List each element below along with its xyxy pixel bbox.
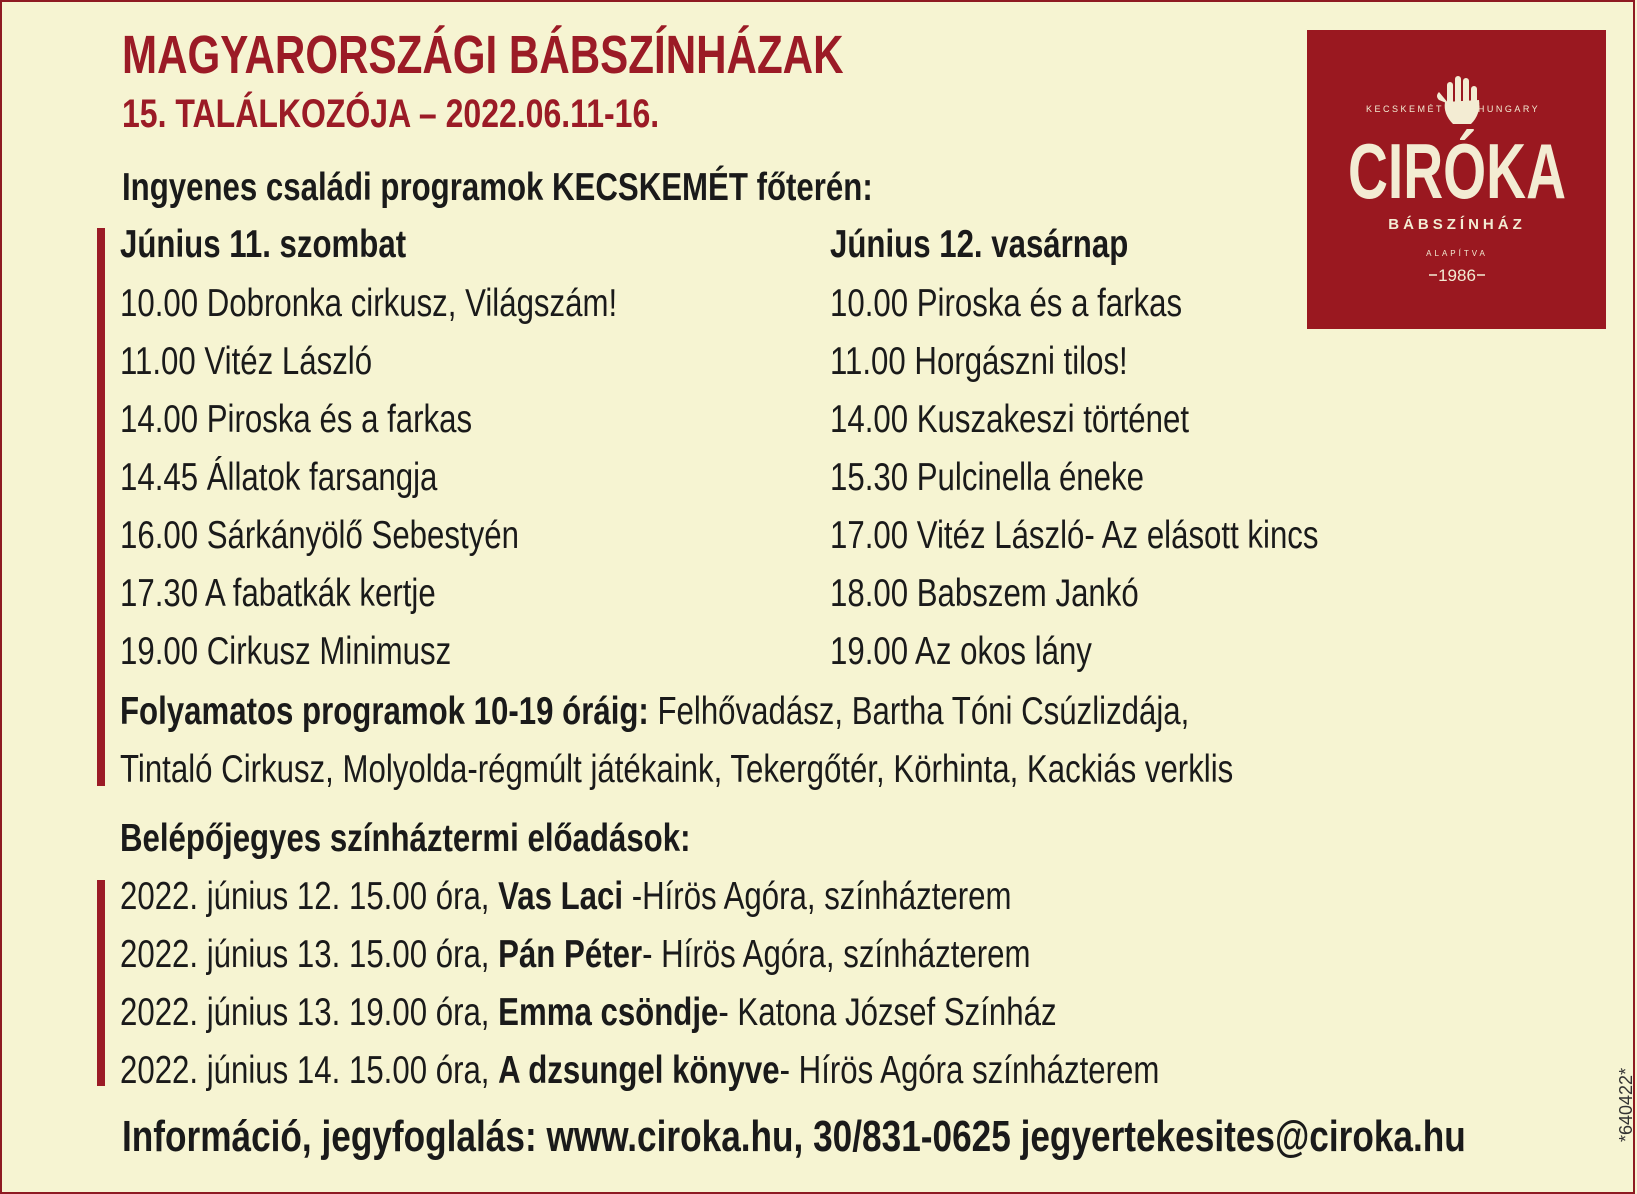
logo-top-left: KECSKEMÉT xyxy=(1365,104,1445,114)
day2-item: 17.00 Vitéz László- Az elásott kincs xyxy=(830,514,1319,557)
day1-heading: Június 11. szombat xyxy=(120,223,407,266)
ticketed-venue: - Katona József Színház xyxy=(718,991,1057,1034)
day2-item: 10.00 Piroska és a farkas xyxy=(830,282,1183,325)
day1-item: 11.00 Vitéz László xyxy=(120,340,373,383)
ticketed-item xyxy=(120,932,1031,978)
logo-founded-label: ALAPÍTVA xyxy=(1426,249,1488,258)
ciroka-logo xyxy=(1307,30,1606,329)
ticketed-show: Vas Laci xyxy=(498,875,624,918)
day2-item: 15.30 Pulcinella éneke xyxy=(830,456,1144,499)
day1-item: 19.00 Cirkusz Minimusz xyxy=(120,630,452,673)
ticketed-item xyxy=(120,990,1057,1036)
hand-icon xyxy=(1437,76,1479,124)
ad-code: *640422* xyxy=(1616,1067,1636,1142)
ticketed-date: 2022. június 13. 15.00 óra, xyxy=(120,933,499,976)
day2-item: 11.00 Horgászni tilos! xyxy=(830,340,1128,383)
ticketed-item xyxy=(120,1048,1159,1094)
day1-item: 10.00 Dobronka cirkusz, Világszám! xyxy=(120,282,618,325)
day2-heading: Június 12. vasárnap xyxy=(830,223,1129,266)
ticketed-date: 2022. június 13. 19.00 óra, xyxy=(120,991,499,1034)
ticketed-show: Pán Péter xyxy=(498,933,643,976)
ticketed-date: 2022. június 12. 15.00 óra, xyxy=(120,875,499,918)
continuous-programs-label: Folyamatos programok 10-19 óráig: xyxy=(120,690,649,733)
day2-item: 14.00 Kuszakeszi történet xyxy=(830,398,1190,441)
logo-top-right: HUNGARY xyxy=(1477,104,1541,114)
logo-subtitle: BÁBSZÍNHÁZ xyxy=(1388,216,1526,233)
day1-item: 14.00 Piroska és a farkas xyxy=(120,398,473,441)
ticketed-venue: -Hírös Agóra, színházterem xyxy=(623,875,1012,918)
ticketed-heading: Belépőjegyes színháztermi előadások: xyxy=(120,817,691,860)
ticketed-item xyxy=(120,874,1011,920)
ticketed-venue: - Hírös Agóra színházterem xyxy=(779,1049,1160,1092)
day1-item: 16.00 Sárkányölő Sebestyén xyxy=(120,514,519,557)
day2-item: 19.00 Az okos lány xyxy=(830,630,1092,673)
ticketed-venue: - Hírös Agóra, színházterem xyxy=(642,933,1031,976)
logo-name: CIRÓKA xyxy=(1348,127,1566,215)
footer-info: Információ, jegyfoglalás: www.ciroka.hu, 30/831-0625 jegyertekesites@ciroka.hu xyxy=(122,1112,1466,1161)
free-programs-heading: Ingyenes családi programok KECSKEMÉT főterén: xyxy=(122,166,873,209)
ticketed-date: 2022. június 14. 15.00 óra, xyxy=(120,1049,499,1092)
day1-item: 14.45 Állatok farsangja xyxy=(120,456,438,499)
logo-graphic xyxy=(1307,30,1606,329)
page-subtitle: 15. TALÁLKOZÓJA – 2022.06.11-16. xyxy=(122,92,660,136)
day2-item: 18.00 Babszem Jankó xyxy=(830,572,1139,615)
continuous-programs-line1 xyxy=(120,689,1189,735)
continuous-programs-text1: Felhővadász, Bartha Tóni Csúzlizdája, xyxy=(648,690,1190,733)
continuous-programs-line2: Tintaló Cirkusz, Molyolda-régmúlt játékaink, Tekergőtér, Körhinta, Kackiás verklis xyxy=(120,748,1234,791)
ticketed-show: A dzsungel könyve xyxy=(498,1049,780,1092)
free-programs-accent-bar xyxy=(97,228,105,786)
logo-year: 1986 xyxy=(1438,266,1476,285)
ticketed-show: Emma csöndje xyxy=(498,991,719,1034)
day1-item: 17.30 A fabatkák kertje xyxy=(120,572,436,615)
page-title: MAGYARORSZÁGI BÁBSZÍNHÁZAK xyxy=(122,25,844,85)
ticketed-accent-bar xyxy=(97,880,105,1086)
